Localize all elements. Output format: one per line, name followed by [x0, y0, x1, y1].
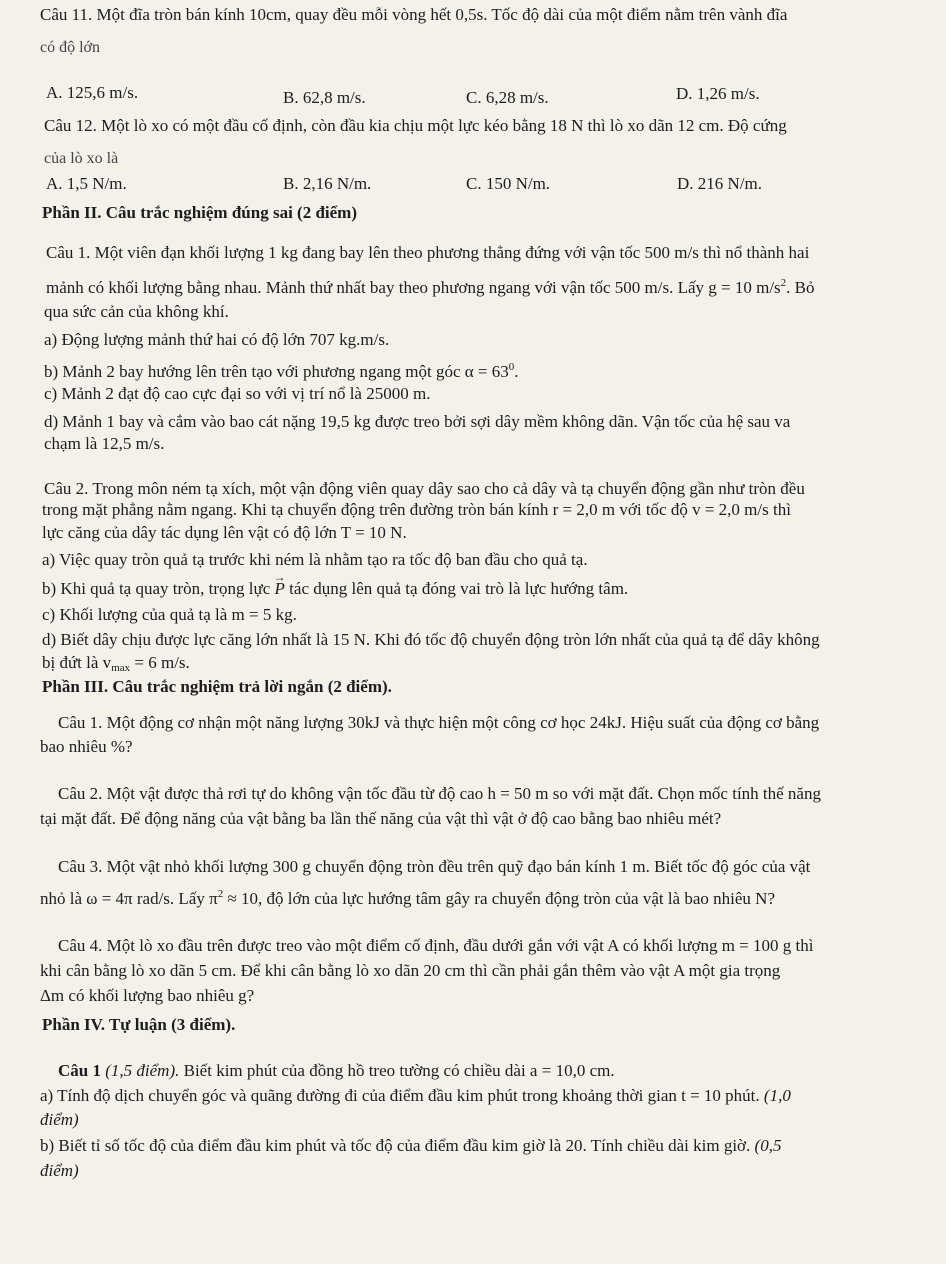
p4q1-b-text: b) Biết tỉ số tốc độ của điểm đầu kim phút và tốc độ của điểm đầu kim giờ là 20. Tính chiều dài kim giờ.	[40, 1136, 751, 1155]
p3q3-line2-text: nhỏ là ω = 4π rad/s. Lấy π	[40, 889, 218, 908]
p2q2-b-end: tác dụng lên quả tạ đóng vai trò là lực hướng tâm.	[284, 579, 629, 598]
p2q2-b-text: b) Khi quả tạ quay tròn, trọng lực	[42, 579, 275, 598]
p3q2-line2: tại mặt đất. Để động năng của vật bằng ba lần thế năng của vật thì vật ở độ cao bằng bao nhiêu mét?	[40, 809, 722, 828]
p2q2-statement-d-line1: d) Biết dây chịu được lực căng lớn nhất là 15 N. Khi đó tốc độ chuyển động tròn lớn nhất của quả tạ để dây không	[42, 630, 820, 649]
q11-option-a: A. 125,6 m/s.	[46, 83, 139, 102]
p3q4-line2: khi cân bằng lò xo dãn 5 cm. Để khi cân bằng lò xo dãn 20 cm thì cần phải gắn thêm vào vật A một gia trọng	[40, 961, 781, 980]
p2q1-statement-d-line1: d) Mảnh 1 bay và cắm vào bao cát nặng 19,5 kg được treo bởi sợi dây mềm không dãn. Vận tốc của hệ sau va	[44, 412, 791, 431]
p2q1-statement-b	[44, 356, 519, 383]
p4q1-line1	[58, 1060, 615, 1082]
p3q2-line1: Câu 2. Một vật được thả rơi tự do không vận tốc đầu từ độ cao h = 50 m so với mặt đất. Chọn mốc tính thế năng	[58, 784, 821, 803]
q11-option-b: B. 62,8 m/s.	[283, 88, 366, 107]
p2q1-line1: Câu 1. Một viên đạn khối lượng 1 kg đang bay lên theo phương thẳng đứng với vận tốc 500 m/s thì nổ thành hai	[46, 243, 810, 262]
q12-option-d: D. 216 N/m.	[677, 174, 762, 193]
p2q1-b-text: b) Mảnh 2 bay hướng lên trên tạo với phương ngang một góc α = 63	[44, 362, 509, 381]
p3q3-exponent: 2	[217, 888, 224, 900]
q12-option-a: A. 1,5 N/m.	[46, 174, 127, 193]
p2q1-line2-text: mảnh có khối lượng bằng nhau. Mảnh thứ nhất bay theo phương ngang với vận tốc 500 m/s. Lấy g = 10 m/s	[46, 278, 781, 297]
p2q1-line2	[46, 272, 815, 299]
p4q1-b-score: (0,5	[750, 1136, 782, 1155]
p4q1-part-b	[40, 1135, 781, 1157]
p4q1-b-score-line2: điểm)	[40, 1161, 79, 1180]
p2q1-line3: qua sức cản của không khí.	[44, 302, 229, 321]
part4-title: Phần IV. Tự luận (3 điểm).	[42, 1015, 236, 1034]
p3q4-line1: Câu 4. Một lò xo đầu trên được treo vào một điểm cố định, đầu dưới gắn với vật A có khối lượng m = 100 g thì	[58, 936, 814, 955]
p4q1-a-text: a) Tính độ dịch chuyển góc và quãng đường đi của điểm đầu kim phút trong khoảng thời gian t = 10 phút.	[40, 1086, 760, 1105]
p3q3-line2-end: ≈ 10, độ lớn của lực hướng tâm gây ra chuyển động tròn của vật là bao nhiêu N?	[223, 889, 775, 908]
p2q1-statement-c: c) Mảnh 2 đạt độ cao cực đại so với vị trí nổ là 25000 m.	[44, 384, 431, 403]
p2q2-statement-d-line2	[42, 652, 190, 679]
p2q1-line2-end: . Bỏ	[786, 278, 815, 297]
part2-title: Phần II. Câu trắc nghiệm đúng sai (2 điểm)	[42, 203, 358, 222]
p2q2-line1: Câu 2. Trong môn ném tạ xích, một vận động viên quay dây sao cho cả dây và tạ chuyển động gần như tròn đều	[44, 479, 805, 498]
p3q1-line1: Câu 1. Một động cơ nhận một năng lượng 30kJ và thực hiện một công cơ học 24kJ. Hiệu suất của động cơ bằng	[58, 713, 820, 732]
p2q1-b-end: .	[514, 362, 519, 381]
p2q2-d2-subscript: max	[111, 662, 131, 674]
p2q1-line2-exponent: 2	[780, 277, 787, 289]
p2q1-b-degree: 0	[508, 361, 515, 373]
q11-stem-line1: Câu 11. Một đĩa tròn bán kính 10cm, quay đều mỗi vòng hết 0,5s. Tốc độ dài của một điểm nằm trên vành đĩa	[40, 5, 788, 24]
p4q1-score: (1,5 điểm).	[100, 1061, 180, 1080]
p2q2-statement-b	[42, 578, 628, 600]
p3q4-line3: Δm có khối lượng bao nhiêu g?	[40, 986, 255, 1005]
p2q2-d2-text: bị đứt là v	[42, 653, 112, 672]
p3q3-line2	[40, 883, 775, 910]
p4q1-part-a	[40, 1085, 791, 1107]
p3q1-line2: bao nhiêu %?	[40, 737, 133, 756]
p2q1-statement-a: a) Động lượng mảnh thứ hai có độ lớn 707 kg.m/s.	[44, 330, 390, 349]
q12-stem-line2: của lò xo là	[44, 150, 119, 167]
p4q1-a-score: (1,0	[759, 1086, 791, 1105]
q12-option-c: C. 150 N/m.	[466, 174, 551, 193]
p2q2-line2: trong mặt phẳng nằm ngang. Khi tạ chuyển động trên đường tròn bán kính r = 2,0 m với tốc độ v = 2,0 m/s thì	[42, 500, 791, 519]
part3-title: Phần III. Câu trắc nghiệm trả lời ngắn (2 điểm).	[42, 677, 392, 696]
gravity-vector-symbol: → P	[275, 578, 285, 600]
p4q1-text: Biết kim phút của đồng hồ treo tường có chiều dài a = 10,0 cm.	[179, 1061, 615, 1080]
p2q2-statement-a: a) Việc quay tròn quả tạ trước khi ném là nhằm tạo ra tốc độ ban đầu cho quả tạ.	[42, 550, 588, 569]
p4q1-a-score-line2: điểm)	[40, 1110, 79, 1129]
p2q1-statement-d-line2: chạm là 12,5 m/s.	[44, 434, 165, 453]
q11-option-c: C. 6,28 m/s.	[466, 88, 549, 107]
q11-stem-line2: có độ lớn	[40, 39, 101, 56]
p3q3-line1: Câu 3. Một vật nhỏ khối lượng 300 g chuyển động tròn đều trên quỹ đạo bán kính 1 m. Biết tốc độ góc của vật	[58, 857, 811, 876]
p2q2-d2-end: = 6 m/s.	[130, 653, 190, 672]
p2q2-statement-c: c) Khối lượng của quả tạ là m = 5 kg.	[42, 605, 297, 624]
p4q1-head: Câu 1	[58, 1061, 101, 1080]
q12-stem-line1: Câu 12. Một lò xo có một đầu cố định, còn đầu kia chịu một lực kéo bằng 18 N thì lò xo dãn 12 cm. Độ cứng	[44, 116, 787, 135]
p2q2-line3: lực căng của dây tác dụng lên vật có độ lớn T = 10 N.	[42, 523, 407, 542]
q12-option-b: B. 2,16 N/m.	[283, 174, 372, 193]
q11-option-d: D. 1,26 m/s.	[676, 84, 760, 103]
